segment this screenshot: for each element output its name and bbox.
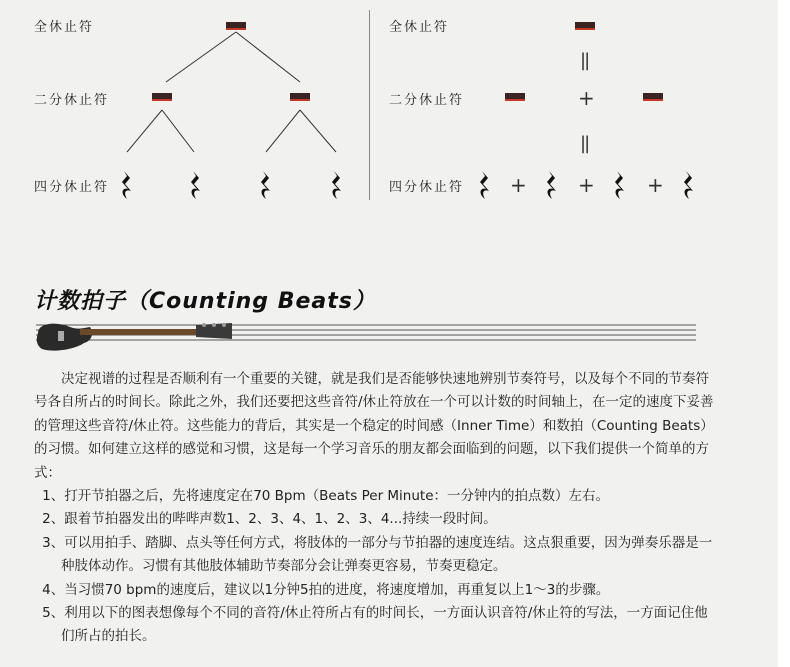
list-item: 3、可以用拍手、踏脚、点头等任何方式，将肢体的一部分与节拍器的速度连结。这点狠重要，因为弹奏乐器是一种肢体动作。习惯有其他肢体辅助节奏部分会让弹奏更容易，节奏更稳定。: [42, 534, 713, 575]
page-edge: [778, 0, 790, 667]
quarter-rest-icon: [545, 170, 559, 200]
equals-sign: ||: [580, 50, 589, 71]
tree-line: [266, 110, 300, 152]
quarter-rest-icon: [478, 170, 492, 200]
plus-sign: +: [578, 86, 595, 110]
tree-line: [162, 110, 194, 152]
half-rest-icon: [290, 93, 310, 101]
half-rest-label-right: 二分休止符: [389, 93, 465, 108]
half-rest-label: 二分休止符: [34, 93, 110, 108]
tree-line: [166, 32, 236, 82]
plus-sign: +: [510, 173, 527, 197]
list-item: 2、跟着节拍器发出的哔哔声数1、2、3、4、1、2、3、4...持续一段时间。: [42, 511, 497, 528]
tree-line: [236, 32, 300, 82]
equals-sign: ||: [580, 133, 589, 154]
whole-rest-label-right: 全休止符: [389, 20, 450, 35]
tree-line: [300, 110, 336, 152]
intro-paragraph: 决定视谱的过程是否顺利有一个重要的关键，就是我们是否能够快速地辨别节奏符号，以及每个不同的节奏符号各自所占的时间长。除此之外，我们还要把这些音符/休止符放在一个可以计数的时间轴上，在一定的速度下妥善的管理这些音符/休止符。这些能力的背后，其实是一个稳定的时间感（Inner Time）和数拍（Counting Beats）的习惯。如何建立这样的感觉和习惯，这是每一个学习音乐的朋友都会面临到的问题，以下我们提供一个简单的方式：: [34, 371, 714, 481]
quarter-rest-icon: [259, 170, 273, 200]
quarter-rest-label: 四分休止符: [34, 180, 110, 195]
half-rest-icon: [643, 93, 663, 101]
quarter-rest-icon: [189, 170, 203, 200]
bass-guitar-icon: [36, 315, 236, 355]
plus-sign: +: [578, 173, 595, 197]
body-text: [34, 368, 714, 649]
quarter-rest-icon: [613, 170, 627, 200]
whole-rest-icon: [226, 22, 246, 30]
whole-rest-icon: [575, 22, 595, 30]
diagram-divider: [369, 10, 370, 200]
half-rest-icon: [152, 93, 172, 101]
list-item: 1、打开节拍器之后，先将速度定在70 Bpm（Beats Per Minute：一分钟内的拍点数）左右。: [42, 488, 610, 505]
list-item: 5、利用以下的图表想像每个不同的音符/休止符所占有的时间长，一方面认识音符/休止符的写法，一方面记住他们所占的拍长。: [42, 605, 708, 645]
list-item: 4、当习惯70 bpm的速度后，建议以1分钟5拍的进度，将速度增加，再重复以上1～3的步骤。: [42, 581, 610, 598]
section-title: 计数拍子（Counting Beats）: [34, 289, 376, 314]
quarter-rest-icon: [682, 170, 696, 200]
quarter-rest-icon: [330, 170, 344, 200]
half-rest-icon: [505, 93, 525, 101]
whole-rest-label: 全休止符: [34, 20, 95, 35]
plus-sign: +: [647, 173, 664, 197]
quarter-rest-icon: [120, 170, 134, 200]
tree-line: [127, 110, 162, 152]
quarter-rest-label-right: 四分休止符: [389, 180, 465, 195]
